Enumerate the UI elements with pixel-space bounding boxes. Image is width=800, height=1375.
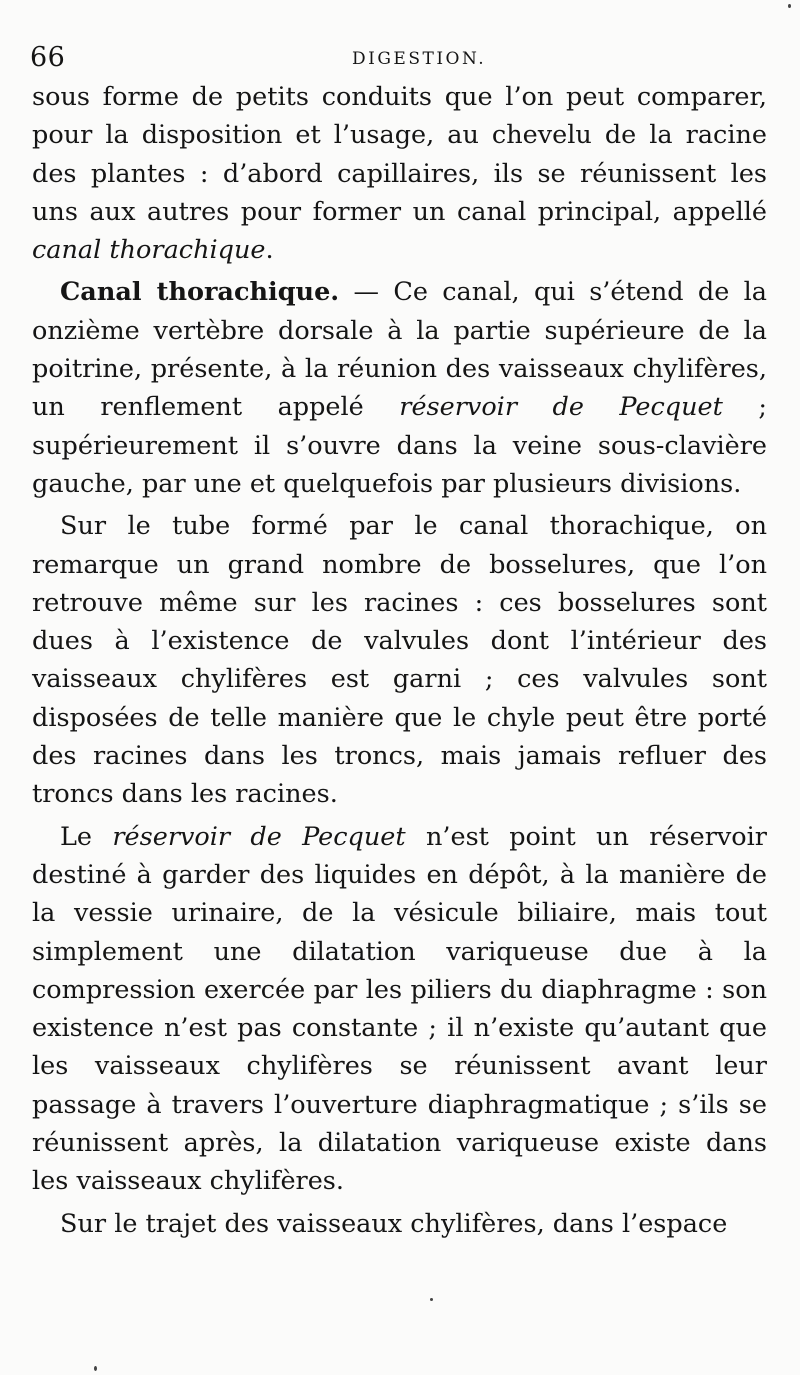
paragraph-2 — [32, 273, 767, 503]
paragraph-5: Sur le trajet des vaisseaux chylifères, dans l’espace — [60, 1208, 728, 1239]
running-title: DIGESTION. — [352, 49, 487, 69]
paragraph-1-end: . — [265, 235, 274, 266]
print-speck — [430, 1298, 433, 1301]
paragraph-1 — [32, 78, 767, 269]
section-heading-canal-thorachique: Canal thorachique. — [60, 277, 340, 308]
paragraph-3: Sur le tube formé par le canal thorachique, on remarque un grand nombre de bosselures, que l’on retrouve même sur les racines : ces bosselures sont dues à l’existence de valvules dont l’intérieur des vaisseaux chylifères est garni ; ces valvules sont disposées de telle manière que le chyle peut être porté des racines dans les troncs, mais jamais refluer des troncs dans les racines. — [32, 511, 767, 810]
paragraph-4-text: n’est point un réservoir destiné à garder des liquides en dépôt, à la manière de la vessie urinaire, de la vésicule biliaire, mais tout simplement une dilatation variqueuse due à la compression exercée par les piliers du diaphragme : son existence n’est pas constante ; il n’existe qu’autant que les vaisseaux chylifères se réunissent avant leur passage à travers l’ouverture diaphragmatique ; s’ils se réunissent après, la dilatation variqueuse existe dans les vaisseaux chylifères. — [32, 821, 767, 1197]
term-reservoir-de-pecquet-2: réservoir de Pecquet — [112, 821, 406, 852]
paragraph-4 — [32, 818, 767, 1201]
paragraph-2-text: — Ce canal, qui s’étend de la onzième vertèbre dorsale à la partie supérieure de la poitrine, présente, à la réunion des vaisseaux chylifères, un renflement appelé — [32, 277, 767, 423]
paragraph-2-text-end: ; supérieurement il s’ouvre dans la veine sous-clavière gauche, par une et quelquefois par plusieurs divisions. — [32, 392, 767, 499]
page-number: 66 — [30, 42, 66, 73]
term-reservoir-de-pecquet: réservoir de Pecquet — [399, 392, 723, 423]
body-text — [32, 78, 767, 1243]
paragraph-4-start: Le — [60, 821, 113, 852]
paragraph-1-text: sous forme de petits conduits que l’on peut comparer, pour la disposition et l’usage, au chevelu de la racine des plantes : d’abord capillaires, ils se réunissent les uns aux autres pour former un canal principal, appellé — [32, 82, 767, 227]
print-speck — [788, 4, 791, 8]
page-header — [30, 42, 765, 78]
term-canal-thorachique: canal thorachique — [32, 235, 266, 266]
print-speck — [94, 1366, 97, 1371]
